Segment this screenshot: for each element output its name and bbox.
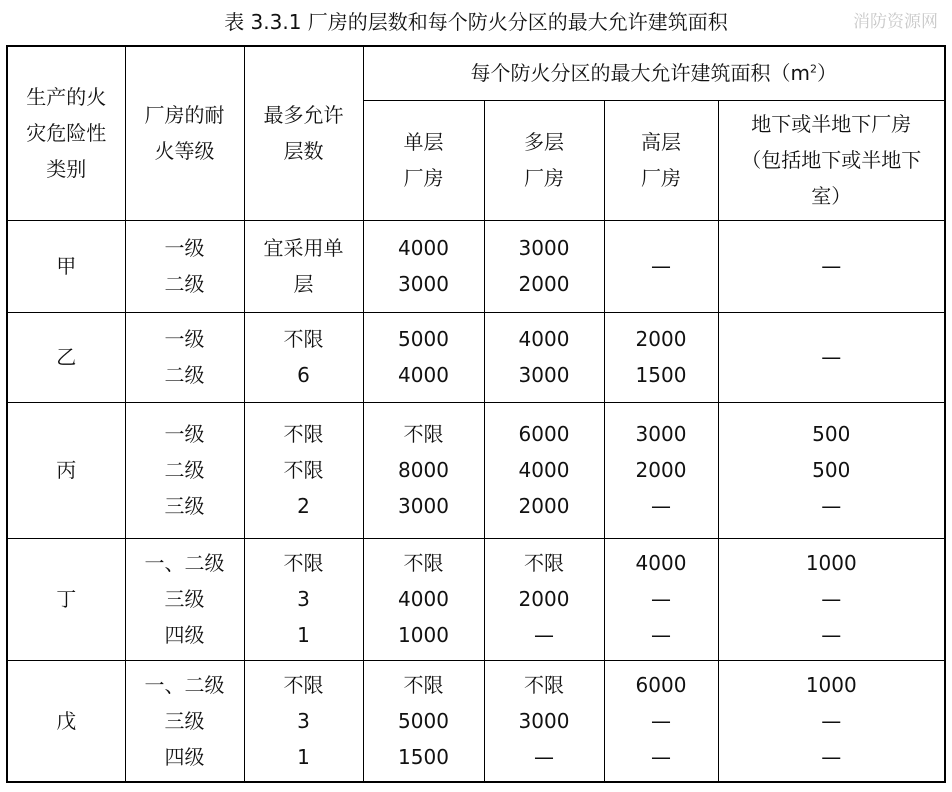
multi-area-cell: 3000 2000 (484, 220, 604, 312)
single-area-cell: 5000 4000 (363, 312, 484, 402)
category-cell: 甲 (7, 220, 125, 312)
header-category: 生产的火 灾危险性 类别 (7, 46, 125, 220)
table-caption: 表 3.3.1 厂房的层数和每个防火分区的最大允许建筑面积 (224, 10, 728, 34)
header-multi-storey: 多层 厂房 (484, 100, 604, 220)
category-cell: 戊 (7, 660, 125, 782)
floors-cell: 不限 3 1 (244, 660, 363, 782)
single-area-cell: 不限 4000 1000 (363, 538, 484, 660)
grade-cell: 一、二级 三级 四级 (125, 538, 244, 660)
multi-area-cell: 4000 3000 (484, 312, 604, 402)
single-area-cell: 4000 3000 (363, 220, 484, 312)
floors-cell: 不限 3 1 (244, 538, 363, 660)
underground-area-cell: — (718, 312, 945, 402)
floors-cell: 不限 6 (244, 312, 363, 402)
watermark: 消防资源网 (853, 12, 938, 32)
area-table (6, 45, 946, 783)
multi-area-cell: 不限 2000 — (484, 538, 604, 660)
category-cell: 丙 (7, 402, 125, 538)
floors-cell: 宜采用单 层 (244, 220, 363, 312)
category-cell: 丁 (7, 538, 125, 660)
table-row (7, 538, 945, 660)
multi-area-cell: 不限 3000 — (484, 660, 604, 782)
header-underground: 地下或半地下厂房 （包括地下或半地下 室） (718, 100, 945, 220)
floors-cell: 不限 不限 2 (244, 402, 363, 538)
high-area-cell: 2000 1500 (604, 312, 718, 402)
header-single-storey: 单层 厂房 (363, 100, 484, 220)
grade-cell: 一级 二级 (125, 220, 244, 312)
header-max-floors: 最多允许 层数 (244, 46, 363, 220)
multi-area-cell: 6000 4000 2000 (484, 402, 604, 538)
table-row (7, 660, 945, 782)
header-area-group: 每个防火分区的最大允许建筑面积$(m^2)$ (363, 46, 945, 100)
underground-area-cell: 500 500 — (718, 402, 945, 538)
single-area-cell: 不限 8000 3000 (363, 402, 484, 538)
header-high-rise: 高层 厂房 (604, 100, 718, 220)
grade-cell: 一级 二级 (125, 312, 244, 402)
underground-area-cell: 1000 — — (718, 660, 945, 782)
high-area-cell: 3000 2000 — (604, 402, 718, 538)
single-area-cell: 不限 5000 1500 (363, 660, 484, 782)
grade-cell: 一、二级 三级 四级 (125, 660, 244, 782)
table-row (7, 402, 945, 538)
table-row (7, 312, 945, 402)
high-area-cell: 6000 — — (604, 660, 718, 782)
underground-area-cell: 1000 — — (718, 538, 945, 660)
header-row-1 (7, 46, 945, 100)
grade-cell: 一级 二级 三级 (125, 402, 244, 538)
header-fire-resistance-grade: 厂房的耐 火等级 (125, 46, 244, 220)
high-area-cell: — (604, 220, 718, 312)
category-cell: 乙 (7, 312, 125, 402)
table-row (7, 220, 945, 312)
high-area-cell: 4000 — — (604, 538, 718, 660)
underground-area-cell: — (718, 220, 945, 312)
